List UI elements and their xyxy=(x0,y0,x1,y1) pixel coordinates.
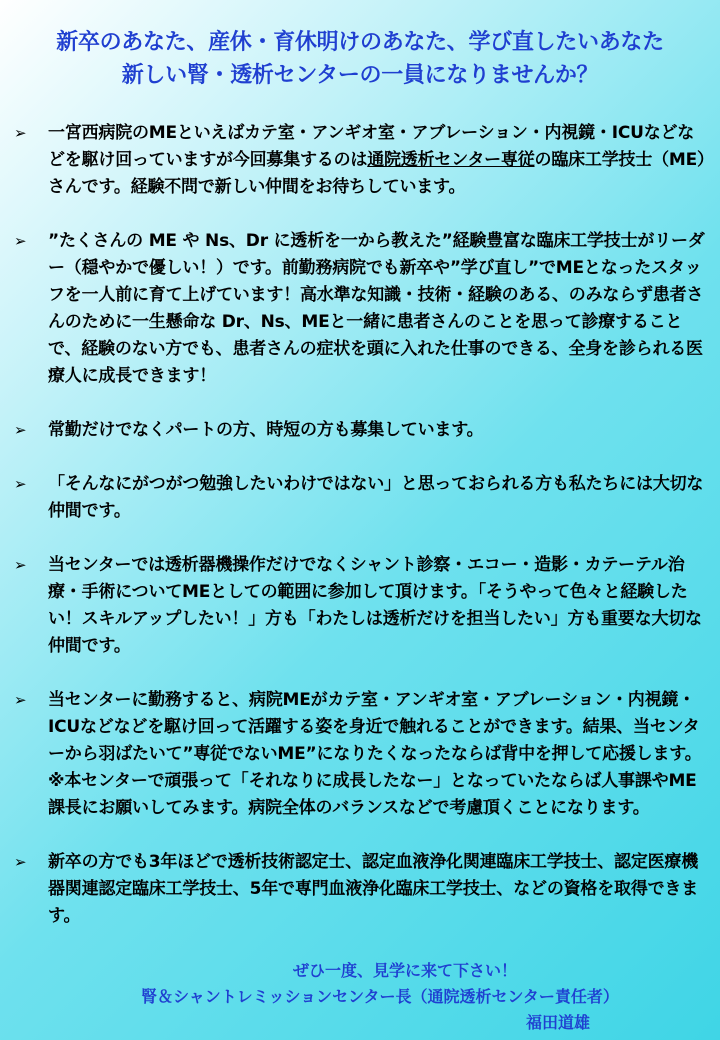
arrow-bullet-icon: ➢ xyxy=(14,421,27,439)
item-text: 新卒の方でも3年ほどで透析技術認定士、認定血液浄化関連臨床工学技士、認定医療機器関連認定臨床工学技士、5年で専門血液浄化臨床工学技士、などの資格を取得できます。 xyxy=(48,852,699,926)
item-text: 当センターに勤務すると、病院MEがカテ室・アンギオ室・アブレーション・内視鏡・ICUなどなどを駆け回って活躍する姿を身近で触れることができます。結果、当センターから羽ばたいて”専従でないME”になりたくなったならば背中を押して応援します。※本センターで頑張って「それなりに成長したなー」となっていたならば人事課やME課長にお願いしてみます。病院全体のバランスなどで考慮頂くことになります。 xyxy=(48,690,702,818)
item-text: 「そんなにがつがつ勉強したいわけではない」と思っておられる方も私たちには大切な仲間です。 xyxy=(48,474,704,521)
list-item xyxy=(0,552,720,660)
item-text: 常勤だけでなくパートの方、時短の方も募集しています。 xyxy=(48,420,484,440)
arrow-bullet-icon: ➢ xyxy=(14,853,27,871)
signer-title: 腎＆シャントレミッションセンター長（通院透析センター責任者） xyxy=(141,987,619,1006)
item-text: ”たくさんの ME や Ns、Dr に透析を一から教えた”経験豊富な臨床工学技士がリーダー（穏やかで優しい！）です。前勤務病院でも新卒や”学び直し”でMEとなったスタッフを一人前に育て上げています！高水準な知識・技術・経験のある、のみならず患者さんのために一生懸命な Dr、Ns、MEと一緒に患者さんのことを思って診療することで、経験のない方でも、患者さんの症状を頭に入れた仕事のできる、全身を診られる医療人に成長できます！ xyxy=(48,231,705,386)
page-title xyxy=(0,26,720,92)
item-text: 当センターでは透析器機操作だけでなくシャント診察・エコー・造影・カテーテル治療・手術についてMEとしての範囲に参加して頂けます。「そうやって色々と経験したい！スキルアップしたい！」方も「わたしは透析だけを担当したい」方も重要な大切な仲間です。 xyxy=(48,555,702,656)
list-item xyxy=(0,849,720,930)
list-item xyxy=(0,417,720,444)
invitation-text: ぜひ一度、見学に来て下さい！ xyxy=(292,961,517,980)
arrow-bullet-icon: ➢ xyxy=(14,691,27,709)
list-item xyxy=(0,687,720,822)
arrow-bullet-icon: ➢ xyxy=(14,475,27,493)
item-text: の臨床工学技士（ME）さんです。経験不問で新しい仲間をお待ちしています。 xyxy=(48,150,706,197)
list-item xyxy=(0,228,720,390)
item-emphasis: 通院透析センター専従 xyxy=(367,150,535,170)
closing-signature xyxy=(0,958,720,1036)
list-item xyxy=(0,120,720,201)
signer-name: 福田道雄 xyxy=(525,1013,590,1032)
arrow-bullet-icon: ➢ xyxy=(14,556,27,574)
item-text: 一宮西病院のMEといえばカテ室・アンギオ室・アブレーション・内視鏡・ICUなどなどを駆け回っていますが今回募集するのは xyxy=(48,123,695,170)
arrow-bullet-icon: ➢ xyxy=(14,232,27,250)
list-item xyxy=(0,471,720,525)
title-line-1: 新卒のあなた、産休・育休明けのあなた、学び直したいあなた xyxy=(56,30,664,55)
title-line-2: 新しい腎・透析センターの一員になりませんか？ xyxy=(121,63,599,88)
bullet-list xyxy=(0,120,720,957)
arrow-bullet-icon: ➢ xyxy=(14,124,27,142)
